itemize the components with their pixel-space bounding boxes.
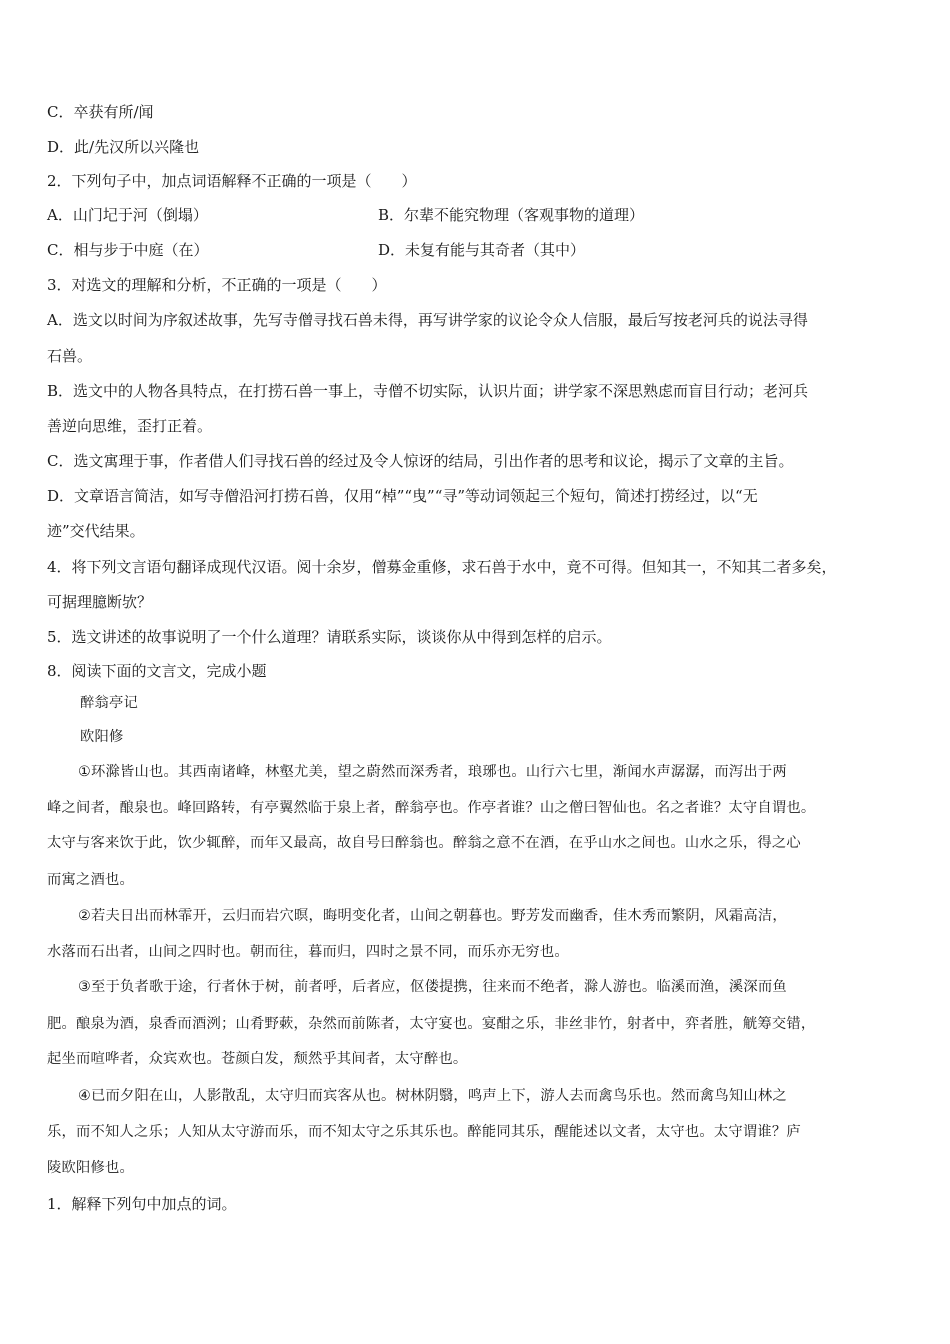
question-3-stem: 3．对选文的理解和分析，不正确的一项是（ ） [47, 276, 387, 294]
question-3-option-b-line2: 善逆向思维，歪打正着。 [47, 417, 213, 435]
option-d-line: D．此/先汉所以兴隆也 [47, 138, 200, 156]
passage-paragraph-3-line1: ③至于负者歌于途，行者休于树，前者呼，后者应，伛偻提携，往来而不绝者，滁人游也。临溪而渔，溪深而鱼 [78, 979, 787, 995]
question-8-stem: 8．阅读下面的文言文，完成小题 [47, 662, 267, 680]
sub-question-1: 1．解释下列句中加点的词。 [47, 1195, 237, 1213]
question-4-line2: 可据理臆断欤？ [47, 593, 153, 611]
passage-paragraph-4-line1: ④已而夕阳在山，人影散乱，太守归而宾客从也。树林阴翳，鸣声上下，游人去而禽鸟乐也。然而禽鸟知山林之 [78, 1088, 787, 1104]
question-5: 5．选文讲述的故事说明了一个什么道理？请联系实际，谈谈你从中得到怎样的启示。 [47, 628, 612, 646]
passage-paragraph-4-line3: 陵欧阳修也。 [47, 1160, 134, 1176]
question-2-option-a: A．山门圮于河（倒塌） [47, 206, 208, 224]
passage-paragraph-1-line3: 太守与客来饮于此，饮少辄醉，而年又最高，故自号曰醉翁也。醉翁之意不在酒，在乎山水之间也。山水之乐，得之心 [47, 835, 801, 851]
passage-author: 欧阳修 [80, 729, 124, 745]
question-3-option-b-line1: B．选文中的人物各具特点，在打捞石兽一事上，寺僧不切实际，认识片面；讲学家不深思熟虑而盲目行动；老河兵 [47, 382, 809, 400]
passage-paragraph-2-line1: ②若夫日出而林霏开，云归而岩穴暝，晦明变化者，山间之朝暮也。野芳发而幽香，佳木秀而繁阴，风霜高洁， [78, 908, 787, 924]
question-3-option-d-line1: D．文章语言简洁，如写寺僧沿河打捞石兽，仅用“棹”“曳”“寻”等动词领起三个短句，简述打捞经过，以“无 [47, 487, 758, 505]
question-3-option-a-line2: 石兽。 [47, 347, 93, 365]
passage-paragraph-3-line2: 肥。酿泉为酒，泉香而酒洌；山肴野蔌，杂然而前陈者，太守宴也。宴酣之乐，非丝非竹，射者中，弈者胜，觥筹交错， [47, 1016, 816, 1032]
passage-paragraph-1-line2: 峰之间者，酿泉也。峰回路转，有亭翼然临于泉上者，醉翁亭也。作亭者谁？山之僧曰智仙也。名之者谁？太守自谓也。 [47, 800, 816, 816]
passage-paragraph-3-line3: 起坐而喧哗者，众宾欢也。苍颜白发，颓然乎其间者，太守醉也。 [47, 1051, 468, 1067]
question-3-option-c: C．选文寓理于事，作者借人们寻找石兽的经过及令人惊讶的结局，引出作者的思考和议论，揭示了文章的主旨。 [47, 452, 794, 470]
question-4-line1: 4．将下列文言语句翻译成现代汉语。阅十余岁，僧募金重修，求石兽于水中，竟不可得。但知其一，不知其二者多矣， [47, 558, 837, 576]
option-c-line: C．卒获有所/闻 [47, 103, 154, 121]
question-2-option-b: B．尔辈不能究物理（客观事物的道理） [378, 206, 645, 224]
passage-paragraph-1-line1: ①环滁皆山也。其西南诸峰，林壑尤美，望之蔚然而深秀者，琅琊也。山行六七里，渐闻水声潺潺，而泻出于两 [78, 764, 787, 780]
question-2-option-c: C．相与步于中庭（在） [47, 241, 209, 259]
passage-title: 醉翁亭记 [80, 695, 138, 711]
question-2-stem: 2．下列句子中，加点词语解释不正确的一项是（ ） [47, 172, 417, 190]
question-3-option-a-line1: A．选文以时间为序叙述故事，先写寺僧寻找石兽未得，再写讲学家的议论令众人信服，最后写按老河兵的说法寻得 [47, 311, 808, 329]
question-2-option-d: D．未复有能与其奇者（其中） [378, 241, 586, 259]
passage-paragraph-1-line4: 而寓之酒也。 [47, 872, 134, 888]
passage-paragraph-4-line2: 乐，而不知人之乐；人知从太守游而乐，而不知太守之乐其乐也。醉能同其乐，醒能述以文者，太守也。太守谓谁？庐 [47, 1124, 801, 1140]
question-3-option-d-line2: 迹”交代结果。 [47, 522, 145, 540]
passage-paragraph-2-line2: 水落而石出者，山间之四时也。朝而往，暮而归，四时之景不同，而乐亦无穷也。 [47, 944, 569, 960]
